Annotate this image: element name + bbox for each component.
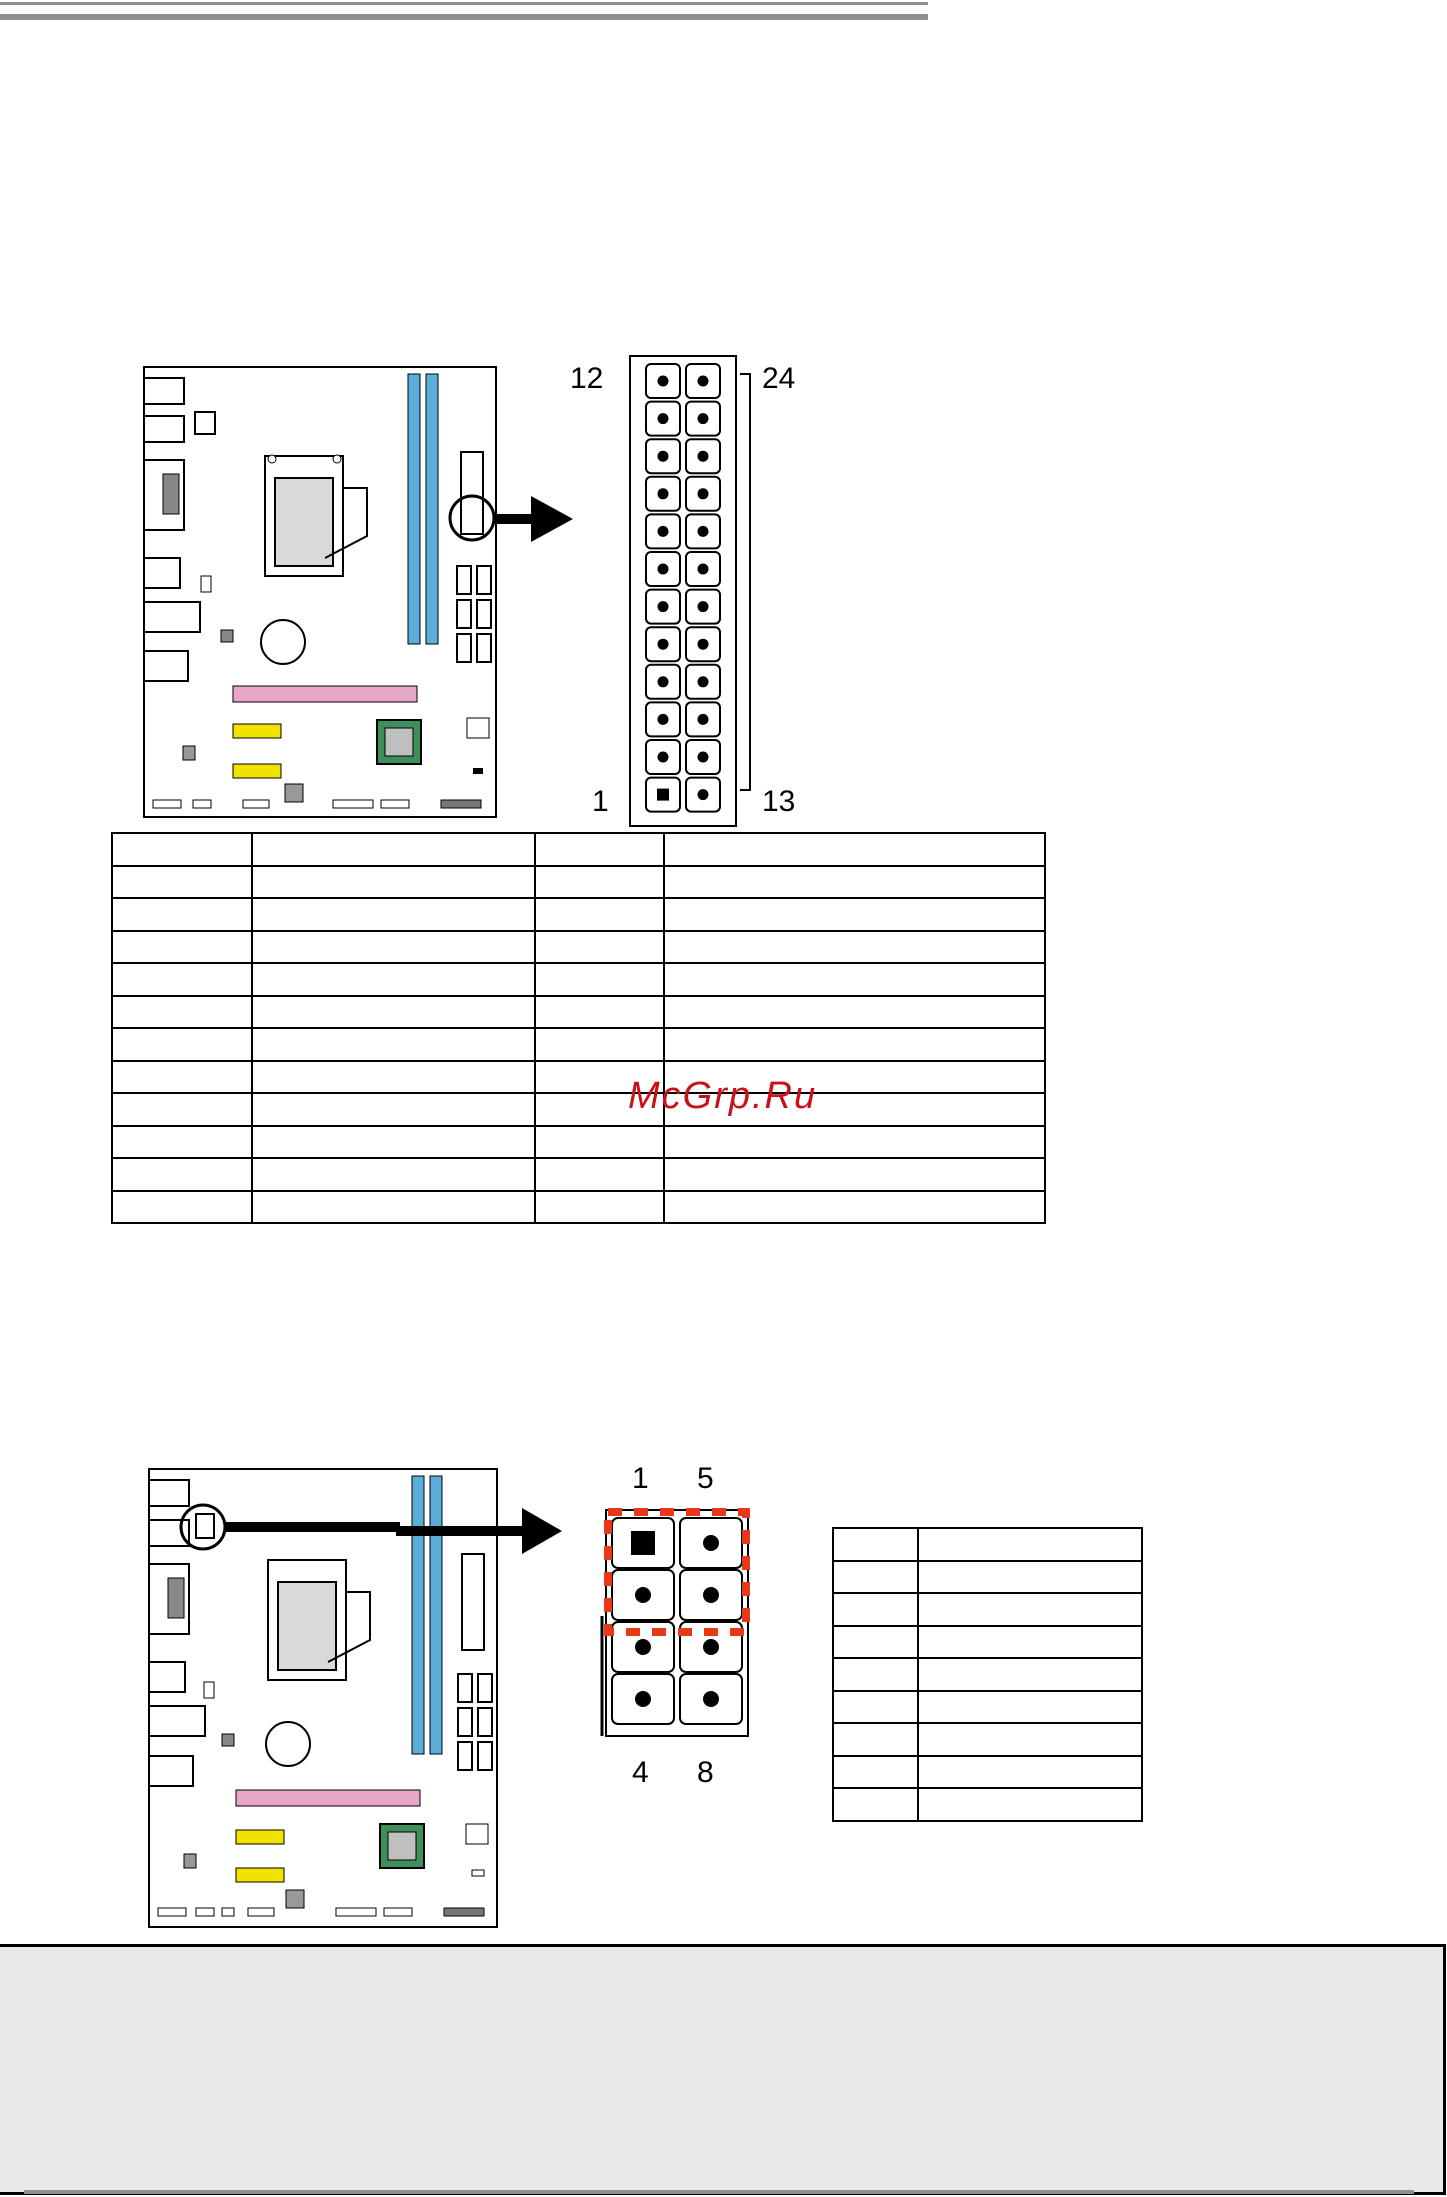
- pin-dot: [698, 752, 709, 763]
- table-row: [112, 1061, 1045, 1094]
- table-row: [833, 1691, 1142, 1724]
- table-cell: [252, 1126, 535, 1159]
- table-cell: [833, 1756, 918, 1789]
- pin-dot: [658, 676, 669, 687]
- table-row: [833, 1561, 1142, 1594]
- pin-label-8pin-5: 5: [697, 1462, 714, 1495]
- pin-dot: [703, 1587, 719, 1603]
- table-cell: [112, 1028, 252, 1061]
- table-cell: [664, 931, 1045, 964]
- table-cell: [918, 1626, 1142, 1659]
- table-cell: [535, 1028, 665, 1061]
- pin-dot: [698, 451, 709, 462]
- table-cell: [252, 898, 535, 931]
- table-cell: [252, 931, 535, 964]
- table-row: [833, 1593, 1142, 1626]
- table-cell: [535, 963, 665, 996]
- table-cell: [112, 833, 252, 866]
- table-cell: [252, 866, 535, 899]
- header-rule-bottom: [0, 14, 928, 20]
- table-cell: [833, 1788, 918, 1821]
- table-cell: [918, 1561, 1142, 1594]
- pin-dot: [698, 564, 709, 575]
- table-row: [833, 1723, 1142, 1756]
- table-cell: [833, 1593, 918, 1626]
- table-cell: [112, 866, 252, 899]
- table-cell: [664, 963, 1045, 996]
- header-rule-top: [0, 2, 928, 5]
- table-cell: [252, 1093, 535, 1126]
- table-row: [112, 1126, 1045, 1159]
- table-cell: [112, 898, 252, 931]
- table-cell: [252, 833, 535, 866]
- table-cell: [664, 1191, 1045, 1224]
- table-cell: [112, 1126, 252, 1159]
- table-row: [112, 898, 1045, 931]
- pin-label-1: 1: [592, 785, 609, 818]
- pin-dot: [703, 1691, 719, 1707]
- table-cell: [112, 963, 252, 996]
- table-cell: [112, 1061, 252, 1094]
- table-cell: [833, 1723, 918, 1756]
- atx-8pin-assignment-table: [832, 1527, 1143, 1822]
- table-cell: [252, 1028, 535, 1061]
- table-cell: [664, 1158, 1045, 1191]
- table-cell: [833, 1658, 918, 1691]
- pin-dot: [658, 601, 669, 612]
- table-cell: [664, 833, 1045, 866]
- table-cell: [664, 996, 1045, 1029]
- motherboard-diagram: [143, 366, 497, 818]
- table-row: [833, 1788, 1142, 1821]
- table-cell: [664, 1028, 1045, 1061]
- table-cell: [833, 1626, 918, 1659]
- table-cell: [833, 1691, 918, 1724]
- table-cell: [918, 1756, 1142, 1789]
- pin-dot: [658, 714, 669, 725]
- table-row: [112, 996, 1045, 1029]
- table-cell: [918, 1723, 1142, 1756]
- pin-dot: [698, 601, 709, 612]
- table-cell: [833, 1561, 918, 1594]
- pin-dot: [635, 1587, 651, 1603]
- pin-label-8pin-8: 8: [697, 1756, 714, 1789]
- pin-label-12: 12: [570, 362, 604, 395]
- table-row: [833, 1756, 1142, 1789]
- table-cell: [664, 898, 1045, 931]
- table-cell: [112, 1191, 252, 1224]
- pin-dot: [658, 564, 669, 575]
- table-row: [833, 1528, 1142, 1561]
- table-cell: [918, 1593, 1142, 1626]
- table-row: [112, 866, 1045, 899]
- pin-dot: [698, 714, 709, 725]
- table-row: [112, 963, 1045, 996]
- pin-dot: [698, 488, 709, 499]
- atx-24pin-assignment-table: [111, 832, 1046, 1224]
- pin-dot: [658, 413, 669, 424]
- table-cell: [112, 996, 252, 1029]
- table-cell: [252, 996, 535, 1029]
- pin-1-marker: [657, 789, 669, 801]
- table-cell: [664, 1126, 1045, 1159]
- table-cell: [252, 1158, 535, 1191]
- footer-rule: [24, 2190, 1414, 2194]
- arrow-right-icon: [497, 496, 577, 542]
- pin-label-8pin-1: 1: [632, 1462, 649, 1495]
- table-row: [833, 1658, 1142, 1691]
- pin-dot: [698, 639, 709, 650]
- pin-dot: [635, 1691, 651, 1707]
- watermark-text: McGrp.Ru: [628, 1075, 818, 1117]
- note-box: [0, 1944, 1446, 2195]
- table-row: [833, 1626, 1142, 1659]
- table-cell: [252, 1191, 535, 1224]
- pin-dot: [658, 526, 669, 537]
- pin-label-8pin-4: 4: [632, 1756, 649, 1789]
- table-row: [112, 833, 1045, 866]
- pin-bracket: [740, 372, 754, 792]
- pin-dot: [658, 488, 669, 499]
- table-cell: [252, 1061, 535, 1094]
- table-cell: [833, 1528, 918, 1561]
- table-cell: [918, 1528, 1142, 1561]
- table-cell: [535, 996, 665, 1029]
- table-cell: [918, 1658, 1142, 1691]
- table-cell: [252, 963, 535, 996]
- pin-dot: [698, 376, 709, 387]
- atx-8pin-connector: [600, 1506, 756, 1742]
- table-cell: [112, 1158, 252, 1191]
- pin-dot: [698, 676, 709, 687]
- pin-dot: [698, 413, 709, 424]
- pin-dot: [658, 639, 669, 650]
- pin-dot: [658, 451, 669, 462]
- pin-dot: [698, 526, 709, 537]
- table-cell: [918, 1788, 1142, 1821]
- table-cell: [535, 1126, 665, 1159]
- table-cell: [112, 1093, 252, 1126]
- table-cell: [664, 866, 1045, 899]
- pin-dot: [635, 1639, 651, 1655]
- pin-label-24: 24: [762, 362, 796, 395]
- table-cell: [535, 1191, 665, 1224]
- motherboard-illustration: [145, 368, 495, 816]
- pin-dot: [698, 789, 709, 800]
- pin-dot: [703, 1639, 719, 1655]
- pin-label-13: 13: [762, 785, 796, 818]
- table-row: [112, 931, 1045, 964]
- pin-1-marker: [631, 1531, 655, 1555]
- table-row: [112, 1093, 1045, 1126]
- table-cell: [535, 931, 665, 964]
- table-cell: [535, 898, 665, 931]
- table-cell: [112, 931, 252, 964]
- atx-24pin-connector: [628, 354, 748, 830]
- table-cell: [535, 1158, 665, 1191]
- table-row: [112, 1191, 1045, 1224]
- table-cell: [535, 833, 665, 866]
- table-cell: [918, 1691, 1142, 1724]
- table-row: [112, 1158, 1045, 1191]
- table-cell: [535, 866, 665, 899]
- table-row: [112, 1028, 1045, 1061]
- pin-dot: [658, 752, 669, 763]
- pin-dot: [658, 376, 669, 387]
- pin-dot: [703, 1535, 719, 1551]
- arrow-right-icon-2: [396, 1508, 566, 1554]
